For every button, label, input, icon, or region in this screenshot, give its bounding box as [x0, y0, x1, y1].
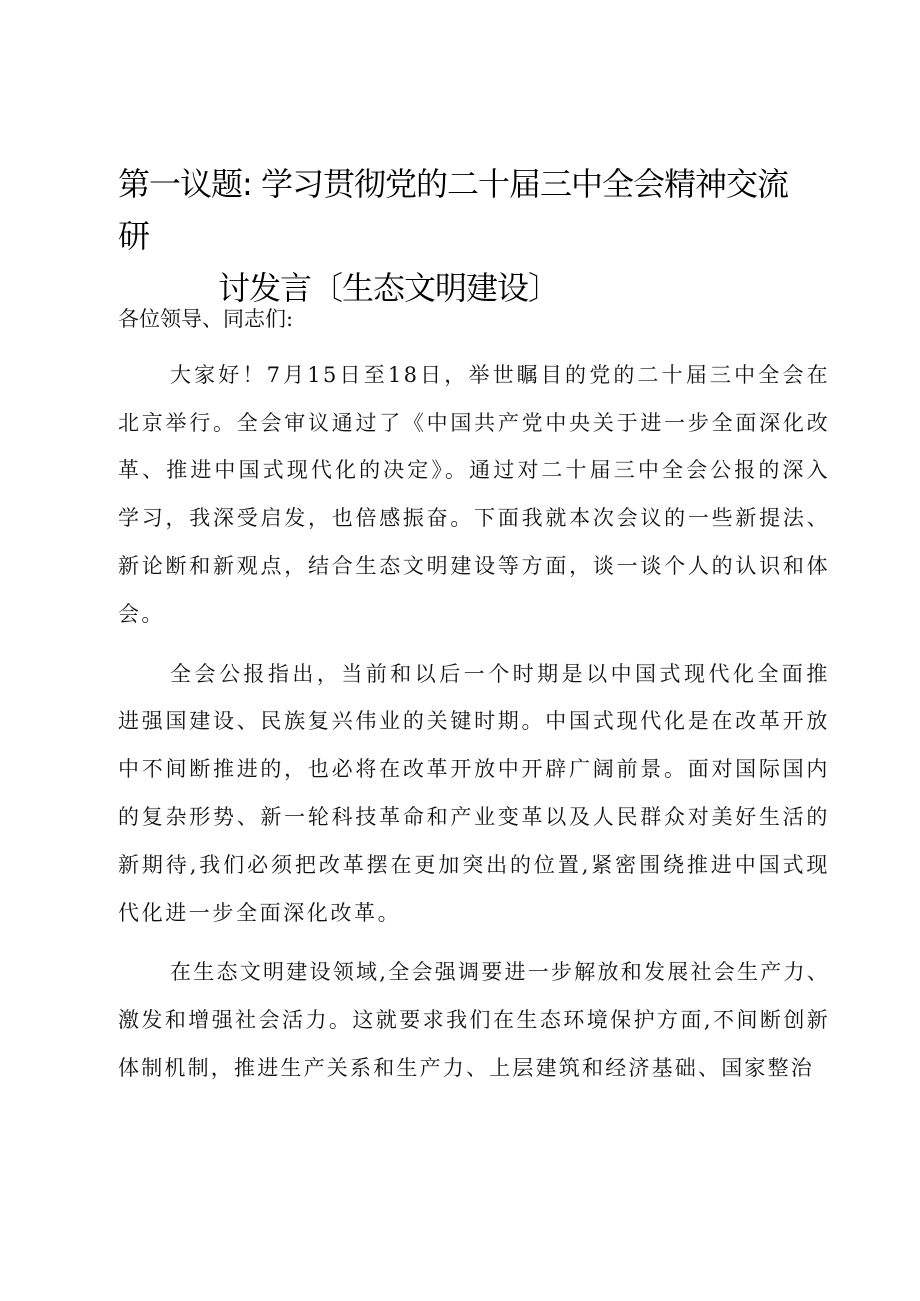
title-line-1: 第一议题: 学习贯彻党的二十届三中全会精神交流研 [118, 165, 788, 255]
paragraph-2: 全会公报指出，当前和以后一个时期是以中国式现代化全面推进强国建设、民族复兴伟业的关键时期。中国式现代化是在改革开放中不间断推进的，也必将在改革开放中开辟广阔前景。面对国际国内的复杂形势、新一轮科技革命和产业变革以及人民群众对美好生活的新期待,我们必须把改革摆在更加突出的位置,紧密围绕推进中国式现代化进一步全面深化改革。 [118, 661, 830, 925]
salutation: 各位领导、同志们: [118, 307, 294, 331]
paragraph-1: 大家好！7月15日至18日，举世瞩目的党的二十届三中全会在北京举行。全会审议通过了《中国共产党中央关于进一步全面深化改革、推进中国式现代化的决定》。通过对二十届三中全会公报的深入学习，我深受启发，也倍感振奋。下面我就本次会议的一些新提法、新论断和新观点，结合生态文明建设等方面，谈一谈个人的认识和体会。 [118, 362, 830, 626]
document-title [118, 158, 818, 314]
document-body [118, 296, 830, 1105]
title-line-2: 讨发言〔生态文明建设〕 [218, 269, 560, 307]
paragraph-3: 在生态文明建设领域,全会强调要进一步解放和发展社会生产力、激发和增强社会活力。这就要求我们在生态环境保护方面,不间断创新体制机制，推进生产关系和生产力、上层建筑和经济基础、国家整治 [118, 960, 830, 1080]
